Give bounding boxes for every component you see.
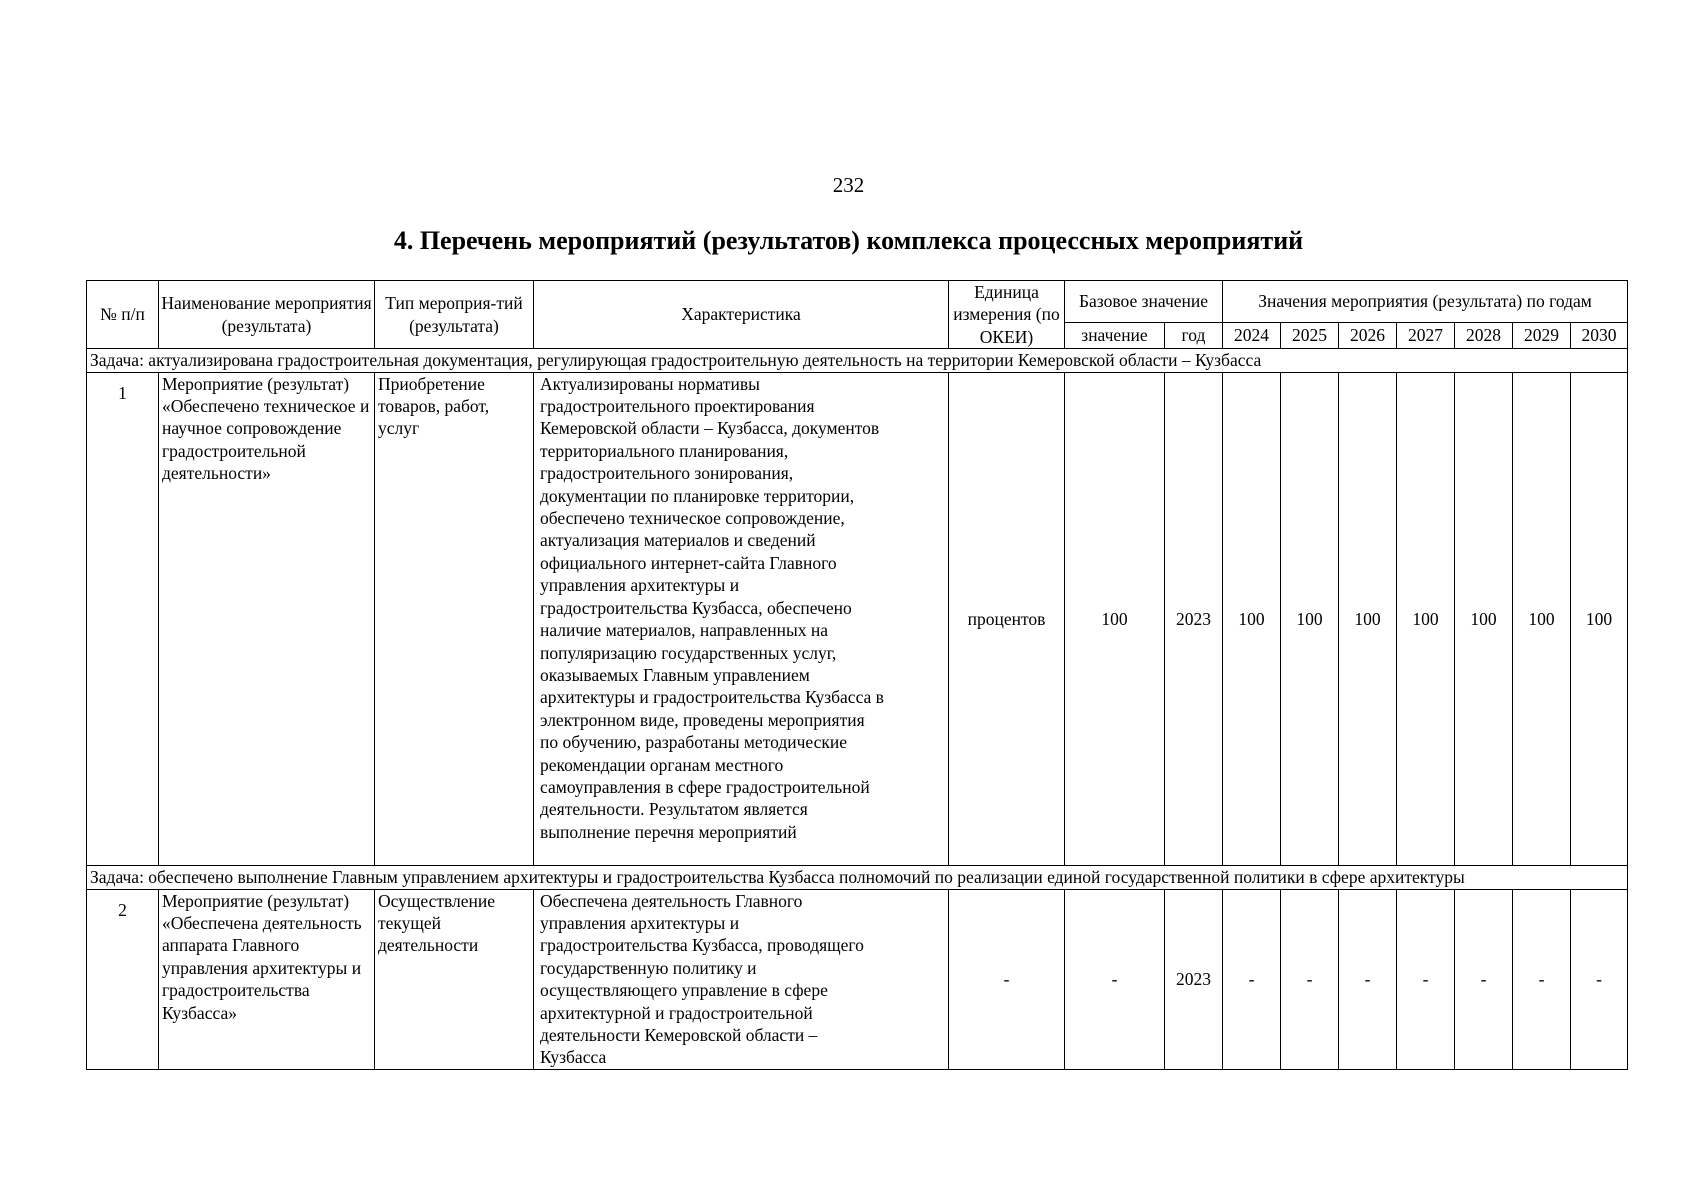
row-year-value: 100: [1513, 372, 1571, 866]
document-title: 4. Перечень мероприятий (результатов) комплекса процессных мероприятий: [393, 226, 1304, 255]
header-year: 2029: [1513, 322, 1571, 348]
row-num: 1: [87, 372, 159, 866]
row-year-value: 100: [1339, 372, 1397, 866]
header-year: 2027: [1397, 322, 1455, 348]
row-year-value: 100: [1281, 372, 1339, 866]
page-number: 232: [832, 173, 865, 197]
row-year-value: -: [1513, 889, 1571, 1069]
row-year-value: -: [1455, 889, 1513, 1069]
header-base-year: год: [1165, 322, 1223, 348]
header-base: Базовое значение: [1065, 281, 1223, 323]
row-year-value: -: [1397, 889, 1455, 1069]
row-base-year: 2023: [1165, 372, 1223, 866]
row-base-value: 100: [1065, 372, 1165, 866]
header-year: 2024: [1223, 322, 1281, 348]
header-year: 2030: [1571, 322, 1628, 348]
table-row: [87, 372, 1628, 866]
row-year-value: -: [1571, 889, 1628, 1069]
row-base-year: 2023: [1165, 889, 1223, 1069]
row-year-value: 100: [1571, 372, 1628, 866]
task-row: [87, 866, 1628, 889]
row-name: Мероприятие (результат) «Обеспечена деятельность аппарата Главного управления архитектуры и градостроительства Кузбасса»: [159, 889, 375, 1069]
row-unit: -: [949, 889, 1065, 1069]
row-year-value: 100: [1455, 372, 1513, 866]
header-name: Наименование мероприятия (результата): [159, 281, 375, 349]
row-name: Мероприятие (результат) «Обеспечено техническое и научное сопровождение градостроительной деятельности»: [159, 372, 375, 866]
header-unit: Единица измерения (по ОКЕИ): [949, 281, 1065, 349]
row-type: Осуществление текущей деятельности: [375, 889, 534, 1069]
task-text: Задача: обеспечено выполнение Главным управлением архитектуры и градостроительства Кузбасса полномочий по реализации единой государственной политики в сфере архитектуры: [87, 866, 1628, 889]
header-type: Тип мероприя-тий (результата): [375, 281, 534, 349]
row-type: Приобретение товаров, работ, услуг: [375, 372, 534, 866]
row-year-value: -: [1223, 889, 1281, 1069]
table-row: [87, 889, 1628, 1069]
header-year: 2025: [1281, 322, 1339, 348]
task-row: [87, 349, 1628, 372]
task-text: Задача: актуализирована градостроительная документация, регулирующая градостроительную деятельность на территории Кемеровской области – Кузбасса: [87, 349, 1628, 372]
row-base-value: -: [1065, 889, 1165, 1069]
header-year: 2026: [1339, 322, 1397, 348]
row-characteristic: Актуализированы нормативы градостроительного проектирования Кемеровской области – Кузбасса, документов территориального планирования, градостроительного зонирования, документации по планировке территории, обеспечено техническое сопровождение, актуализация материалов и сведений официального интернет-сайта Главного управления архитектуры и градостроительства Кузбасса, обеспечено наличие материалов, направленных на популяризацию государственных услуг, оказываемых Главным управлением архитектуры и градостроительства Кузбасса в электронном виде, проведены мероприятия по обучению, разработаны методические рекомендации органам местного самоуправления в сфере градостроительной деятельности. Результатом является выполнение перечня мероприятий: [534, 372, 949, 866]
row-characteristic: Обеспечена деятельность Главного управления архитектуры и градостроительства Кузбасса, проводящего государственную политику и осуществляющего управление в сфере архитектурной и градостроительной деятельности Кемеровской области – Кузбасса: [534, 889, 949, 1069]
header-num: № п/п: [87, 281, 159, 349]
row-unit: процентов: [949, 372, 1065, 866]
row-year-value: 100: [1223, 372, 1281, 866]
measures-table: [86, 280, 1628, 1070]
row-year-value: 100: [1397, 372, 1455, 866]
header-year: 2028: [1455, 322, 1513, 348]
row-num: 2: [87, 889, 159, 1069]
row-year-value: -: [1339, 889, 1397, 1069]
header-by-years: Значения мероприятия (результата) по годам: [1223, 281, 1628, 323]
header-base-value: значение: [1065, 322, 1165, 348]
row-year-value: -: [1281, 889, 1339, 1069]
header-characteristic: Характеристика: [534, 281, 949, 349]
